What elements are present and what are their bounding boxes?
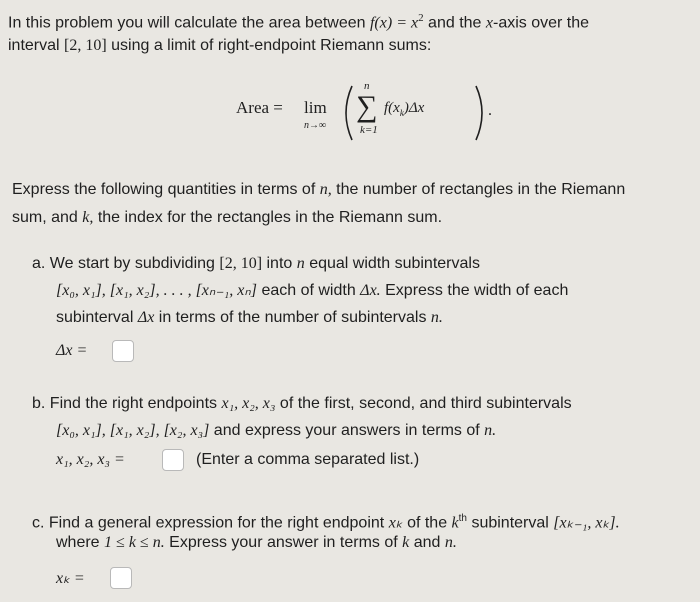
area-label: Area = — [236, 98, 283, 117]
part-a-text: We start by subdividing — [49, 255, 215, 272]
part-c-label: c. — [32, 514, 45, 532]
sum-body-text: f(x — [384, 100, 400, 116]
part-c-text: where — [56, 534, 100, 551]
intro-line-1 — [8, 8, 589, 33]
xk-answer-input[interactable] — [110, 567, 132, 589]
part-a-text: Express the width of each — [385, 282, 569, 299]
limit-subscript: n→∞ — [304, 120, 327, 131]
intro-text: and the — [428, 14, 482, 32]
k-variable: k — [402, 534, 410, 551]
comma-list-hint: (Enter a comma separated list.) — [196, 451, 420, 468]
part-c-text: Find a general expression for the right endpoint — [48, 514, 385, 532]
n-variable: n. — [444, 534, 457, 551]
delta-x: Δx. — [360, 282, 381, 299]
part-b-label: b. — [32, 395, 46, 412]
k-variable: k — [451, 514, 459, 532]
k-range: 1 ≤ k ≤ n. — [104, 534, 165, 551]
n-variable: n. — [430, 309, 443, 326]
intro-line-2 — [8, 36, 431, 56]
subinterval-list: [x₀, x₁], [x₁, x₂], [x₂, x₃] — [56, 422, 210, 439]
sum-body — [384, 100, 424, 118]
subinterval-list: [x₀, x₁], [x₁, x₂], . . . , [xₙ₋₁, xₙ] — [56, 282, 257, 299]
n-variable: n, — [319, 181, 332, 198]
part-a-label: a. — [32, 255, 46, 272]
n-variable: n — [296, 255, 305, 272]
part-a-text: equal width subintervals — [309, 255, 480, 272]
x-variable: x — [485, 14, 493, 32]
express-text: sum, and — [12, 209, 78, 226]
express-text: the number of rectangles in the Riemann — [336, 181, 626, 198]
kth-subinterval: [xₖ₋₁, xₖ]. — [553, 514, 620, 532]
part-a-line-1 — [32, 254, 480, 274]
delta-x: Δx — [137, 309, 155, 326]
endpoints-answer-label: x₁, x₂, x₃ = — [56, 451, 125, 468]
delta-x-answer-input[interactable] — [112, 340, 134, 362]
part-c-text: subinterval — [471, 514, 549, 532]
intro-text: -axis over the — [493, 14, 590, 32]
interval: [2, 10] — [64, 37, 107, 54]
sigma-symbol: ∑ — [356, 90, 378, 123]
k-variable: k, — [82, 209, 94, 226]
part-b-text: of the first, second, and third subintervals — [279, 395, 572, 412]
part-b-line-1 — [32, 394, 572, 414]
part-a-text: each of width — [261, 282, 356, 299]
endpoints-list: x₁, x₂, x₃ — [221, 395, 276, 412]
express-text: Express the following quantities in terms of — [12, 181, 316, 198]
part-c-text: Express your answer in terms of — [169, 534, 398, 551]
part-a-line-2 — [56, 281, 568, 301]
n-variable: n. — [484, 422, 497, 439]
part-a-text: in terms of the number of subintervals — [158, 309, 427, 326]
part-a-text: into — [266, 255, 293, 272]
endpoints-answer-input[interactable] — [162, 449, 184, 471]
part-c-text: of the — [407, 514, 448, 532]
express-text: the index for the rectangles in the Riemann sum. — [97, 209, 443, 226]
sum-upper-limit: n — [364, 80, 370, 92]
sum-body-subscript: k — [399, 108, 404, 118]
part-b-line-2 — [56, 421, 496, 441]
part-a-text: subinterval — [56, 309, 134, 326]
part-b-text: Find the right endpoints — [49, 395, 218, 412]
formula-period: . — [488, 102, 492, 119]
interval: [2, 10] — [219, 255, 263, 272]
function-expression: f(x) = x — [369, 14, 419, 32]
function-exponent: 2 — [418, 12, 424, 24]
sum-lower-limit: k=1 — [360, 124, 378, 136]
area-formula — [236, 78, 496, 148]
part-c-line-1 — [32, 509, 620, 533]
delta-x-answer-label: Δx = — [56, 342, 88, 359]
part-b-text: and express your answers in terms of — [213, 422, 480, 439]
limit-symbol: lim — [304, 98, 327, 117]
part-c-text: and — [413, 534, 441, 551]
intro-text: In this problem you will calculate the area between — [8, 14, 366, 32]
xk-variable: xₖ — [388, 514, 403, 532]
express-line-1 — [12, 180, 625, 200]
th-superscript: th — [458, 513, 467, 524]
express-line-2 — [12, 208, 442, 228]
part-c-line-2 — [56, 533, 457, 553]
intro-text: interval — [8, 37, 60, 54]
intro-text: using a limit of right-endpoint Riemann sums: — [111, 37, 432, 54]
part-a-line-3 — [56, 308, 443, 328]
sum-body-end: )Δx — [403, 100, 425, 116]
xk-answer-label: xₖ = — [56, 570, 85, 587]
